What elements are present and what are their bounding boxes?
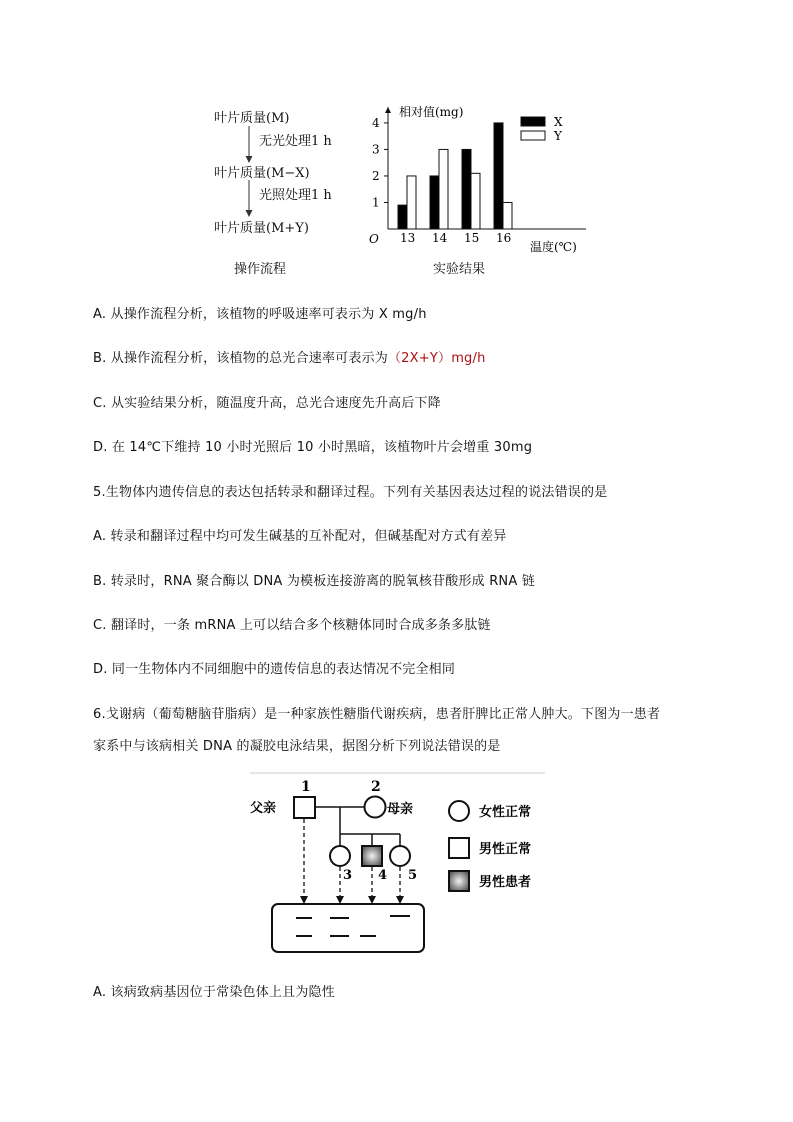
legend-male-patient-symbol <box>449 871 469 891</box>
flow-arrow1-label: 无光处理1 h <box>259 134 332 149</box>
flow-step1: 叶片质量(M) <box>214 111 290 126</box>
q4-option-b-text: B. 从操作流程分析，该植物的总光合速率可表示为 <box>93 351 388 366</box>
flow-arrow1-icon <box>244 126 254 164</box>
bar-Y-13 <box>407 176 416 229</box>
y-axis-label: 相对值(mg) <box>399 105 464 119</box>
pedigree-num-1: 1 <box>301 779 311 795</box>
legend-male-normal-symbol <box>449 838 469 858</box>
chart-caption: 实验结果 <box>433 262 486 277</box>
child-4-symbol <box>362 846 382 866</box>
y-tick-label: 3 <box>372 142 380 157</box>
pedigree-num-3: 3 <box>343 868 353 883</box>
pedigree-num-2: 2 <box>371 779 381 795</box>
q4-option-b-answer: （2X+Y）mg/h <box>387 351 486 366</box>
pedigree-num-4: 4 <box>378 868 388 883</box>
bar-Y-14 <box>439 149 448 229</box>
y-tick-label: 1 <box>372 195 380 210</box>
bar-Y-15 <box>471 173 480 229</box>
bar-Y-16 <box>503 202 512 229</box>
q4-option-a: A. 从操作流程分析，该植物的呼吸速率可表示为 X mg/h <box>93 307 427 322</box>
legend-female-normal-symbol <box>449 801 469 821</box>
bar-X-13 <box>398 205 407 229</box>
legend-male-patient-label: 男性患者 <box>479 875 532 890</box>
mother-label: 母亲 <box>387 802 414 817</box>
legend-male-normal-label: 男性正常 <box>479 842 532 857</box>
bar-X-15 <box>462 149 471 229</box>
mother-symbol <box>365 797 386 818</box>
origin-label: O <box>369 232 379 246</box>
q5-option-a: A. 转录和翻译过程中均可发生碱基的互补配对，但碱基配对方式有差异 <box>93 529 507 544</box>
pedigree-figure <box>250 772 550 957</box>
chart-bars <box>398 123 512 229</box>
chart-legend <box>521 115 563 143</box>
flow-step2: 叶片质量(M−X) <box>214 166 310 181</box>
y-axis-arrow-icon <box>385 107 391 113</box>
q5-option-d: D. 同一生物体内不同细胞中的遗传信息的表达情况不完全相同 <box>93 662 456 677</box>
x-tick-label: 13 <box>400 231 416 245</box>
x-tick-label: 14 <box>432 231 448 245</box>
legend-label-X: X <box>554 115 563 129</box>
flow-arrow2-icon <box>244 180 254 218</box>
x-tick-label: 15 <box>464 231 480 245</box>
q6-stem-line1: 6.戈谢病（葡萄糖脑苷脂病）是一种家族性糖脂代谢疾病，患者肝脾比正常人肿大。下图为一患者 <box>93 707 661 722</box>
q6-stem-line2: 家系中与该病相关 DNA 的凝胶电泳结果，据图分析下列说法错误的是 <box>93 739 501 754</box>
child-3-symbol <box>330 846 350 866</box>
q4-option-d: D. 在 14℃下维持 10 小时光照后 10 小时黑暗，该植物叶片会增重 30mg <box>93 440 533 455</box>
flow-arrow2-label: 光照处理1 h <box>259 188 332 203</box>
q4-option-c: C. 从实验结果分析，随温度升高，总光合速度先升高后下降 <box>93 396 441 411</box>
q5-option-b: B. 转录时，RNA 聚合酶以 DNA 为模板连接游离的脱氧核苷酸形成 RNA 链 <box>93 574 535 589</box>
bar-X-16 <box>494 123 503 229</box>
bar-X-14 <box>430 176 439 229</box>
y-tick-label: 4 <box>372 115 380 130</box>
q5-stem: 5.生物体内遗传信息的表达包括转录和翻译过程。下列有关基因表达过程的说法错误的是 <box>93 485 608 500</box>
q4-option-b <box>93 347 486 366</box>
legend-swatch-X <box>521 117 545 126</box>
legend-label-Y: Y <box>554 129 562 143</box>
q6-option-a: A. 该病致病基因位于常染色体上且为隐性 <box>93 985 335 1000</box>
q5-option-c: C. 翻译时，一条 mRNA 上可以结合多个核糖体同时合成多条多肽链 <box>93 618 491 633</box>
x-axis-label: 温度(℃) <box>530 240 577 254</box>
flow-step3: 叶片质量(M+Y) <box>214 221 309 236</box>
father-label: 父亲 <box>250 801 277 816</box>
x-tick-label: 16 <box>496 231 512 245</box>
father-symbol <box>294 797 315 818</box>
gel-box <box>272 904 424 952</box>
y-tick-label: 2 <box>372 168 380 183</box>
child-5-symbol <box>390 846 410 866</box>
legend-swatch-Y <box>521 131 545 140</box>
pedigree-num-5: 5 <box>408 868 418 883</box>
legend-female-normal-label: 女性正常 <box>479 805 532 820</box>
flow-caption: 操作流程 <box>234 262 287 277</box>
bar-chart <box>360 95 620 255</box>
